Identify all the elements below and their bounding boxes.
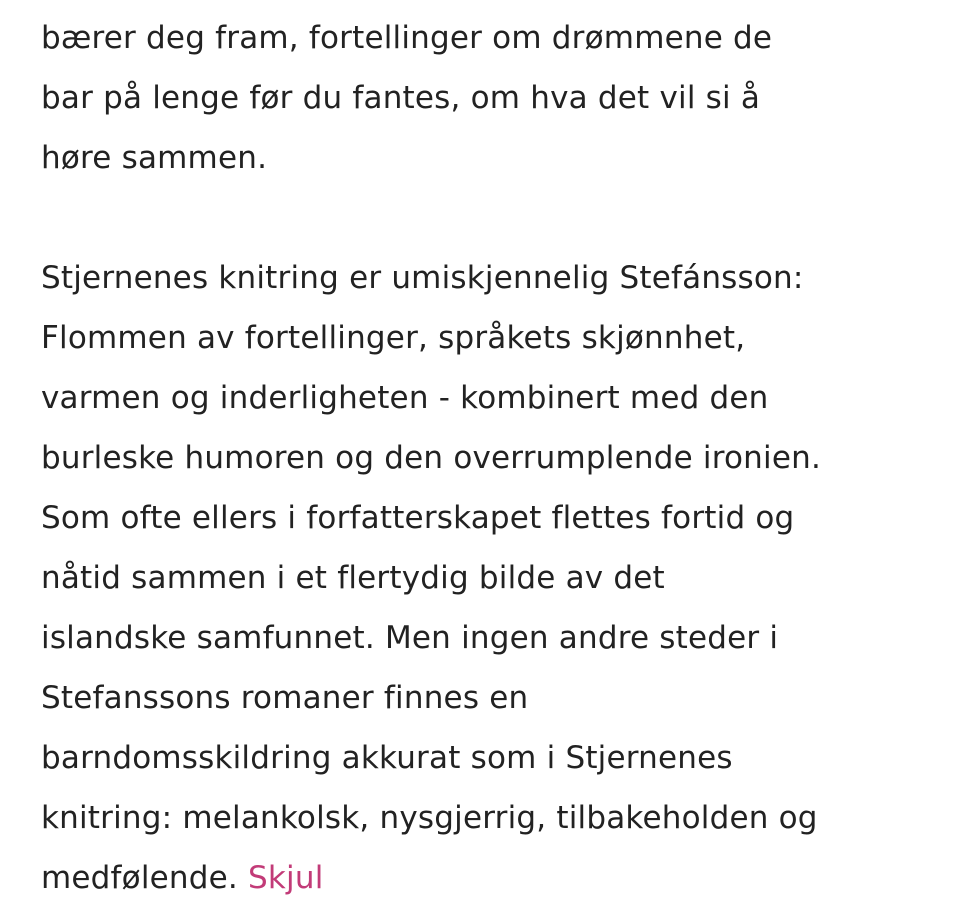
text-line: burleske humoren og den overrumplende ironien. bbox=[41, 440, 821, 476]
text-line: barndomsskildring akkurat som i Stjernenes bbox=[41, 740, 733, 776]
description-paragraph-1 bbox=[41, 8, 941, 188]
text-line: knitring: melankolsk, nysgjerrig, tilbakeholden og bbox=[41, 800, 818, 836]
last-text-line bbox=[41, 848, 941, 908]
text-line: bar på lenge før du fantes, om hva det vil si å bbox=[41, 80, 761, 116]
text-line: Som ofte ellers i forfatterskapet flettes fortid og bbox=[41, 500, 795, 536]
text-line: Stjernenes knitring er umiskjennelig Stefánsson: bbox=[41, 260, 804, 296]
text-line-end: medfølende. bbox=[41, 860, 238, 896]
text-line: høre sammen. bbox=[41, 140, 268, 176]
text-line: Stefanssons romaner finnes en bbox=[41, 680, 529, 716]
text-line: Flommen av fortellinger, språkets skjønnhet, bbox=[41, 320, 746, 356]
collapse-text-link[interactable]: Skjul bbox=[248, 860, 324, 896]
text-line: varmen og inderligheten - kombinert med den bbox=[41, 380, 769, 416]
text-line: bærer deg fram, fortellinger om drømmene de bbox=[41, 20, 773, 56]
text-line: nåtid sammen i et flertydig bilde av det bbox=[41, 560, 665, 596]
article-body bbox=[41, 8, 941, 908]
description-paragraph-2 bbox=[41, 248, 941, 908]
text-line: islandske samfunnet. Men ingen andre steder i bbox=[41, 620, 779, 656]
